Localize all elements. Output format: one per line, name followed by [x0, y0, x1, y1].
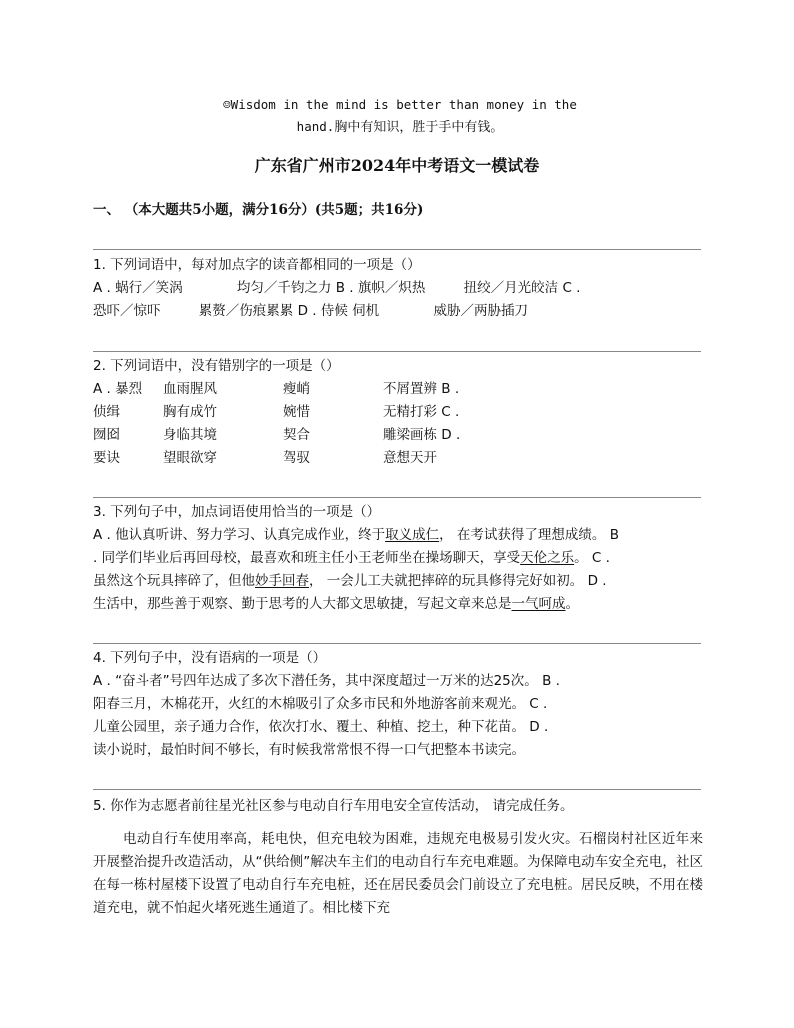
option-row	[93, 378, 703, 401]
dotted-word: 一气呵成	[511, 596, 566, 612]
divider	[93, 789, 701, 790]
option-text: ， 在考试获得了理想成绩。 B	[439, 527, 619, 543]
word: 瘦峭	[283, 381, 310, 397]
question-3	[93, 501, 703, 616]
option-label: C .	[562, 280, 581, 296]
motto-english-line1: ☺Wisdom in the mind is better than money in the	[223, 97, 577, 112]
question-stem: 3. 下列句子中，加点词语使用恰当的一项是（）	[93, 504, 381, 520]
divider	[93, 497, 701, 498]
motto-header	[150, 94, 650, 139]
option-text: 威胁／两胁插刀	[433, 303, 528, 319]
option-text: D . 侍候	[297, 303, 348, 319]
word: 身临其境	[163, 427, 217, 443]
motto-chinese: 胸中有知识，胜于手中有钱。	[334, 120, 504, 135]
question-stem: 2. 下列词语中，没有错别字的一项是（）	[93, 358, 340, 374]
question-4	[93, 647, 703, 762]
option-b	[93, 547, 703, 570]
word: 侦缉	[93, 404, 120, 420]
option-text: 扭绞／月光皎洁	[463, 280, 559, 296]
reading-passage: 电动自行车使用率高，耗电快，但充电较为困难，违规充电极易引发火灾。石榴岗村社区近年来开展整治提升改造活动，从“供给侧”解决车主们的电动自行车充电难题。为保障电动车安全充电，社区在每一栋村屋楼下设置了电动自行车充电桩，还在居民委员会门前设立了充电桩。居民反映，不用在楼道充电，就不怕起火堵死逃生通道了。相比楼下充	[93, 831, 703, 916]
divider	[93, 249, 701, 250]
option-text: 蜗行／笑涡	[115, 280, 183, 296]
option-text: 虽然这个玩具摔碎了，但他	[93, 573, 255, 589]
option-a	[93, 524, 703, 547]
section-heading: 一、 （本大题共5小题，满分16分）(共5题；共16分)	[93, 202, 424, 218]
option-row	[93, 401, 703, 424]
question-options-line	[93, 300, 703, 323]
option-text: B . 旗帜／炽热	[335, 280, 426, 296]
exam-title: 广东省广州市2024年中考语文一模试卷	[254, 156, 540, 175]
divider	[93, 351, 701, 352]
option-text: . 同学们毕业后再回母校，最喜欢和班主任小王老师坐在操场聊天，享受	[93, 550, 521, 566]
word: 囫囵	[93, 427, 120, 443]
question-stem: 5. 你作为志愿者前往星光社区参与电动自行车用电安全宣传活动， 请完成任务。	[93, 798, 574, 814]
question-stem: 4. 下列句子中，没有语病的一项是（）	[93, 650, 327, 666]
word: 要诀	[93, 450, 120, 466]
word: 胸有成竹	[163, 404, 217, 420]
word: 血雨腥风	[163, 381, 217, 397]
word: 望眼欲穿	[163, 450, 217, 466]
word: 雕梁画栋 D .	[383, 427, 461, 443]
word: 无精打彩 C .	[383, 404, 460, 420]
dotted-word: 妙手回春	[255, 573, 309, 589]
option-text: A . 他认真听讲、努力学习、认真完成作业，终于	[93, 527, 386, 543]
word: 驾驭	[283, 450, 310, 466]
option-label: A .	[93, 280, 111, 296]
word: 契合	[283, 427, 310, 443]
option-row	[93, 424, 703, 447]
option-text: 。 C .	[574, 550, 610, 566]
word: 婉惜	[283, 404, 310, 420]
dotted-word: 天伦之乐	[520, 550, 575, 566]
option-d	[93, 593, 703, 616]
option-line: 读小说时，最怕时间不够长，有时候我常常恨不得一口气把整本书读完。	[93, 742, 525, 758]
question-options-line	[93, 277, 703, 300]
option-text: 生活中，那些善于观察、勤于思考的人大都文思敏捷，写起文章来总是	[93, 596, 512, 612]
question-stem: 1. 下列词语中，每对加点字的读音都相同的一项是（）	[93, 257, 421, 273]
word: 意想天开	[383, 450, 437, 466]
option-text: 均匀／千钧之力	[236, 280, 332, 296]
option-line: 阳春三月，木棉花开，火红的木棉吸引了众多市民和外地游客前来观光。 C .	[93, 696, 548, 712]
option-c	[93, 570, 703, 593]
option-text: 恐吓／惊吓	[93, 303, 161, 319]
option-text: 伺机	[352, 303, 380, 319]
question-5	[93, 795, 703, 818]
divider	[93, 643, 701, 644]
motto-english-line2: hand.	[296, 119, 335, 134]
word: A . 暴烈	[93, 381, 143, 397]
option-line: 儿童公园里，亲子通力合作，依次打水、覆土、种植、挖土，种下花苗。 D .	[93, 719, 549, 735]
question-2	[93, 355, 703, 470]
word: 不屑置辨 B .	[383, 381, 460, 397]
option-row	[93, 447, 703, 470]
option-text: 。	[565, 596, 579, 612]
option-text: ， 一会儿工夫就把摔碎的玩具修得完好如初。 D .	[309, 573, 607, 589]
option-text: 累赘／伤痕累累	[198, 303, 294, 319]
option-line: A . “奋斗者”号四年达成了多次下潜任务，其中深度超过一万米的达25次。 B .	[93, 673, 560, 689]
dotted-word: 取义成仁	[385, 527, 440, 543]
question-1	[93, 254, 703, 323]
